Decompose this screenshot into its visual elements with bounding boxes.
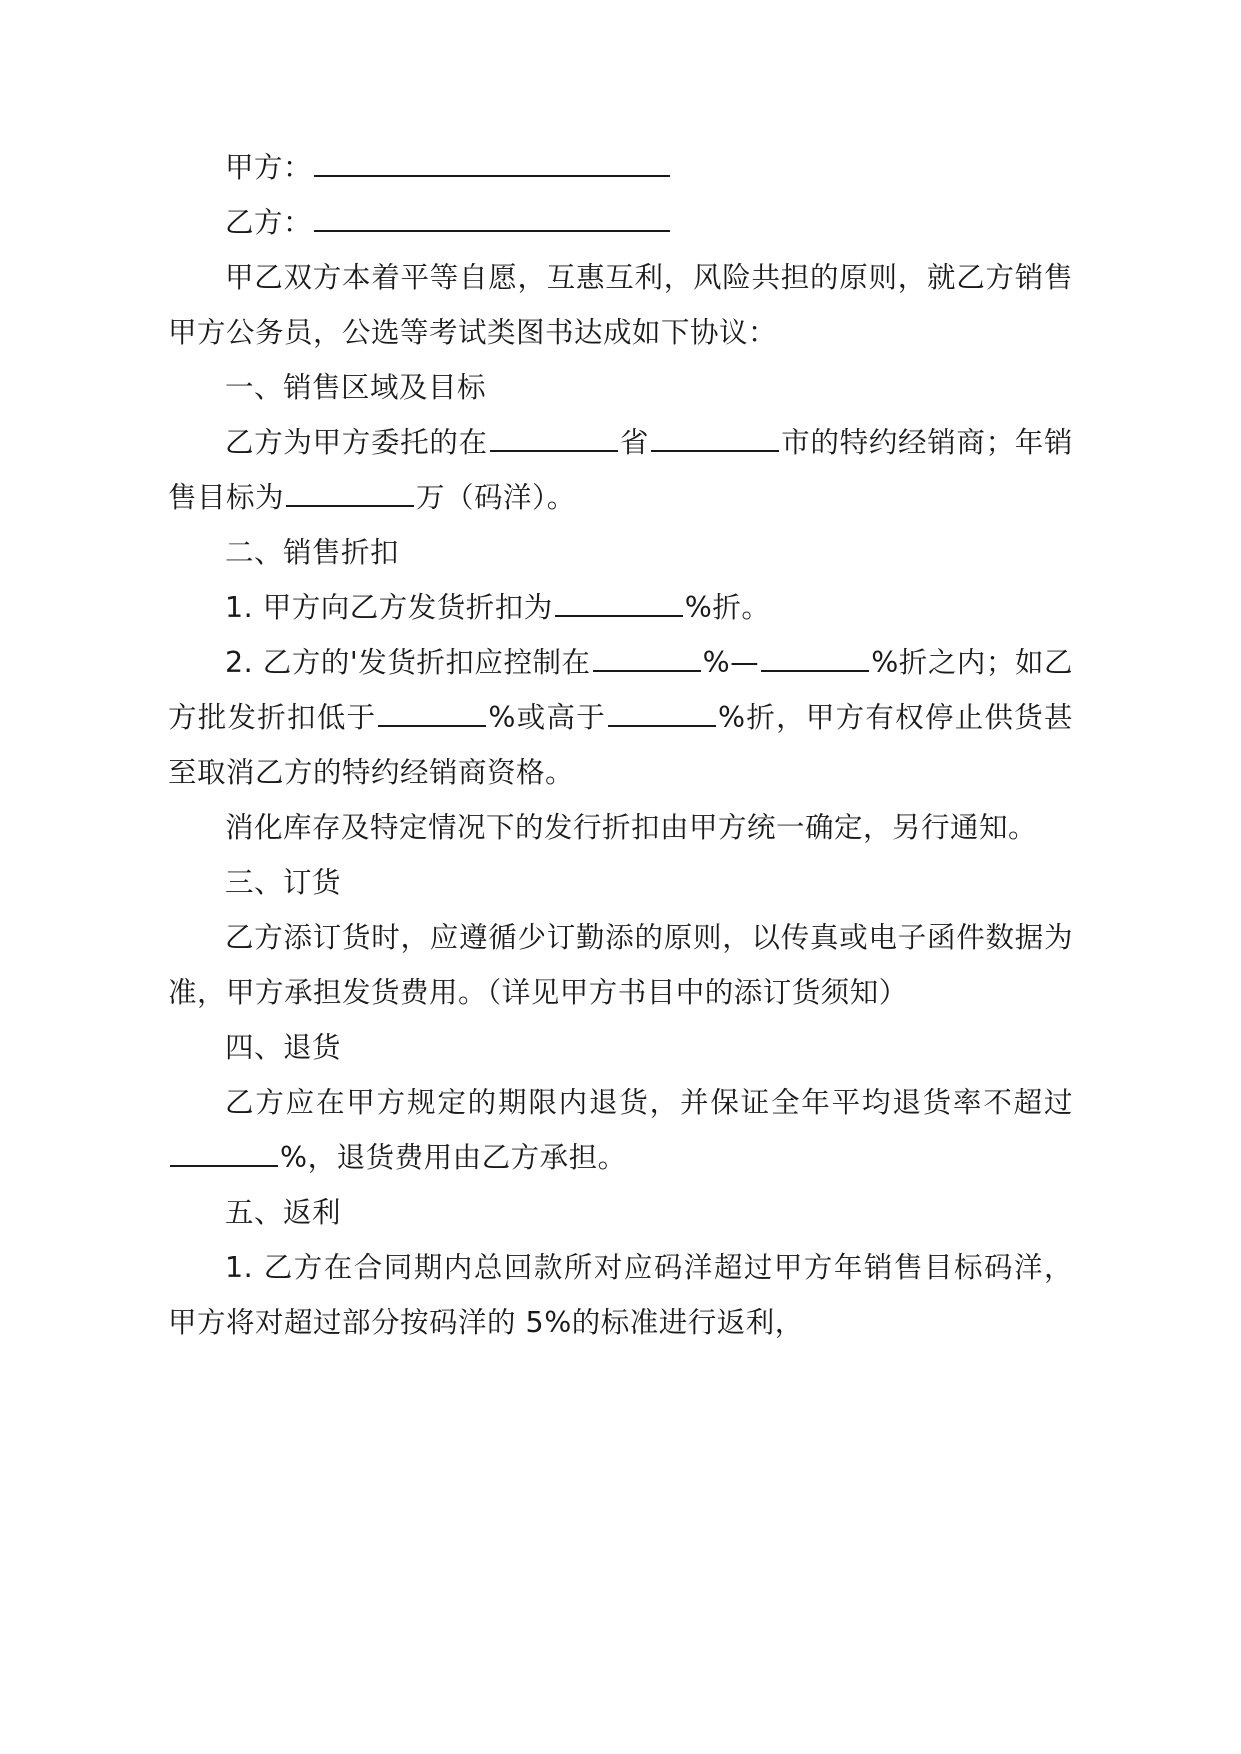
party-a-blank[interactable] xyxy=(314,149,670,177)
section1-title: 一、销售区域及目标 xyxy=(225,371,487,404)
wholesale-low-blank[interactable] xyxy=(378,699,486,727)
discount-max-blank[interactable] xyxy=(761,644,869,672)
province-blank[interactable] xyxy=(490,424,618,452)
section5-item1: 1. 乙方在合同期内总回款所对应码洋超过甲方年销售目标码洋，甲方将对超过部分按码洋的 5%的标准进行返利， xyxy=(168,1251,1073,1339)
section4-title: 四、退货 xyxy=(225,1031,342,1064)
party-a-label: 甲方： xyxy=(225,151,313,184)
section5-title: 五、返利 xyxy=(225,1196,342,1229)
section4-text-a: 乙方应在甲方规定的期限内退货，并保证全年平均退货率不超过 xyxy=(225,1086,1073,1119)
party-b-blank[interactable] xyxy=(314,204,670,232)
section2-item1-text-b: %折。 xyxy=(684,591,771,624)
section2-paragraph3: 消化库存及特定情况下的发行折扣由甲方统一确定，另行通知。 xyxy=(225,811,1038,844)
section4-text-b: %，退货费用由乙方承担。 xyxy=(280,1141,627,1174)
shipping-discount-blank[interactable] xyxy=(555,589,683,617)
section1-text-d: 万（码洋）。 xyxy=(416,481,576,514)
section2-item2-text-c: %折之内；如乙方批发折扣低于 xyxy=(168,646,1073,734)
wholesale-high-blank[interactable] xyxy=(608,699,716,727)
section2-item2-text-a: 2. 乙方的'发货折扣应控制在 xyxy=(225,646,591,679)
section4-paragraph xyxy=(168,1075,1073,1185)
discount-min-blank[interactable] xyxy=(593,644,701,672)
section2-item2-text-e: %折，甲方有权停止供货甚至取消乙方的特约经销商资格。 xyxy=(168,701,1073,789)
section2-item1-text-a: 1. 甲方向乙方发货折扣为 xyxy=(225,591,553,624)
section2-item2 xyxy=(168,635,1073,800)
intro-paragraph: 甲乙双方本着平等自愿，互惠互利，风险共担的原则，就乙方销售甲方公务员，公选等考试类图书达成如下协议： xyxy=(168,261,1073,349)
section2-item1 xyxy=(168,580,1073,635)
return-rate-blank[interactable] xyxy=(170,1139,278,1167)
section2-item2-text-b: %— xyxy=(702,646,760,679)
city-blank[interactable] xyxy=(651,424,779,452)
document-body xyxy=(168,140,1073,1350)
section3-paragraph: 乙方添订货时，应遵循少订勤添的原则，以传真或电子函件数据为准，甲方承担发货费用。（详见甲方书目中的添订货须知） xyxy=(168,921,1073,1009)
annual-target-blank[interactable] xyxy=(286,479,414,507)
section1-text-c: 市的特约经销商；年销售目标为 xyxy=(168,426,1073,514)
section2-item2-text-d: %或高于 xyxy=(488,701,606,734)
party-b-line xyxy=(168,195,1073,250)
party-a-line xyxy=(168,140,1073,195)
section2-title: 二、销售折扣 xyxy=(225,536,400,569)
section1-text-b: 省 xyxy=(619,426,650,459)
section1-paragraph xyxy=(168,415,1073,525)
section3-title: 三、订货 xyxy=(225,866,342,899)
section1-text-a: 乙方为甲方委托的在 xyxy=(225,426,488,459)
party-b-label: 乙方： xyxy=(225,206,313,239)
